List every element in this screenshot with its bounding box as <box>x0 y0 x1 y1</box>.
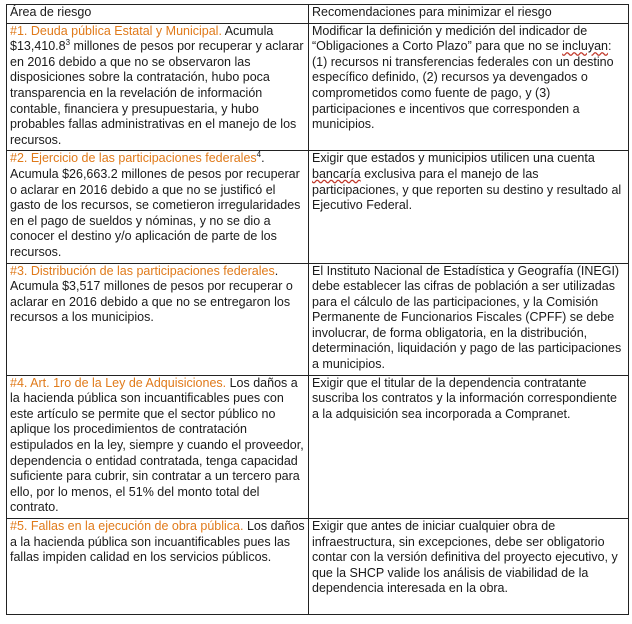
recommendation-text: Modificar la definición y medición del indicador de “Obligaciones a Corto Plazo” para que no se <box>312 23 588 54</box>
recommendation-cell <box>309 151 629 263</box>
risk-area-cell <box>7 519 309 615</box>
risk-area-text: . Acumula $26,663.2 millones de pesos por recuperar o aclarar en 2016 debido a que no se justificó el gasto de los recursos, se cometieron irregularidades en el pago de sueldos y nóminas, y no se dio a conocer el destino y/o aplicación de parte de los recursos. <box>10 151 301 259</box>
header-area: Área de riesgo <box>7 5 309 24</box>
table-header-row <box>7 5 629 24</box>
risk-area-cell <box>7 263 309 375</box>
risk-table <box>6 4 629 615</box>
risk-area-title: #4. Art. 1ro de la Ley de Adquisiciones. <box>10 375 227 390</box>
footnote-ref: 3 <box>65 38 71 48</box>
risk-area-title: #3. Distribución de las participaciones federales <box>10 263 275 278</box>
spellcheck-marked-word: bancaría <box>312 166 361 181</box>
recommendation-text: Exigir que estados y municipios utilicen una cuenta <box>312 151 595 166</box>
recommendation-text: exclusiva para el manejo de las participaciones, y que reporten su destino y resultado al Ejecutivo Federal. <box>312 166 622 213</box>
header-recommendations: Recomendaciones para minimizar el riesgo <box>309 5 629 24</box>
recommendation-text: Exigir que antes de iniciar cualquier obra de infraestructura, sin excepciones, debe ser obligatorio contar con la versión definitiva del proyecto ejecutivo, y que la SHCP valide los análisis de viabilidad de la dependencia interesada en la obra. <box>312 519 618 596</box>
table-row <box>7 23 629 151</box>
risk-area-text: Los daños a la hacienda pública son incuantificables pues con este artículo se permite que el sector público no aplique los procedimientos de contratación estipulados en la ley, siempre y cuando el proveedor, dependencia o entidad contratada, tenga capacidad suficiente para cubrir, sin contratar a un tercero para ello, por lo menos, el 51% del monto total del contrato. <box>10 375 304 515</box>
risk-area-text: . Acumula $3,517 millones de pesos por recuperar o aclarar en 2016 debido a que no se entregaron los recursos a los municipios. <box>10 263 293 325</box>
risk-area-text: Los daños a la hacienda pública son incuantificables pues las fallas impiden calidad en los servicios públicos. <box>10 519 305 565</box>
table-row <box>7 263 629 375</box>
spellcheck-marked-word: incluyan <box>562 39 609 54</box>
recommendation-text: : (1) recursos ni transferencias federales con un destino específico definido, (2) recursos ya devengados o comprometidos como fuente de pago, y (3) participaciones e incentivos que corresponden a municipios. <box>312 39 614 132</box>
recommendation-cell <box>309 23 629 151</box>
recommendation-cell <box>309 519 629 615</box>
footnote-ref: 4 <box>256 150 262 160</box>
risk-area-text: millones de pesos por recuperar y aclarar en 2016 debido a que no se observaron las disposiciones sobre la contratación, hubo poca transparencia en la revelación de información contable, financiera y presupuestaria, y hubo probables fallas administrativas en el manejo de los recursos. <box>10 39 304 147</box>
risk-area-cell <box>7 375 309 518</box>
risk-area-title: #5. Fallas en la ejecución de obra pública. <box>10 519 244 533</box>
recommendation-cell <box>309 263 629 375</box>
recommendation-text: Exigir que el titular de la dependencia contratante suscriba los contratos y la información correspondiente a la adquisición sea incorporada a Compranet. <box>312 375 618 421</box>
risk-area-cell <box>7 151 309 263</box>
risk-area-title: #1. Deuda pública Estatal y Municipal. <box>10 23 222 38</box>
risk-area-cell <box>7 23 309 151</box>
recommendation-cell <box>309 375 629 518</box>
risk-area-text: Acumula $13,410.8 <box>10 23 274 54</box>
recommendation-text: El Instituto Nacional de Estadística y Geografía (INEGI) debe establecer las cifras de población a ser utilizadas para el cálculo de las participaciones, y la Comisión Permanente de Funcionarios Fiscales (CPFF) se debe involucrar, de forma obligatoria, en la distribución, determinación, liquidación y pago de las participaciones a municipios. <box>312 263 622 372</box>
risk-area-title: #2. Ejercicio de las participaciones federales <box>10 151 257 166</box>
table-row <box>7 375 629 518</box>
table-row <box>7 151 629 263</box>
table-row <box>7 519 629 615</box>
